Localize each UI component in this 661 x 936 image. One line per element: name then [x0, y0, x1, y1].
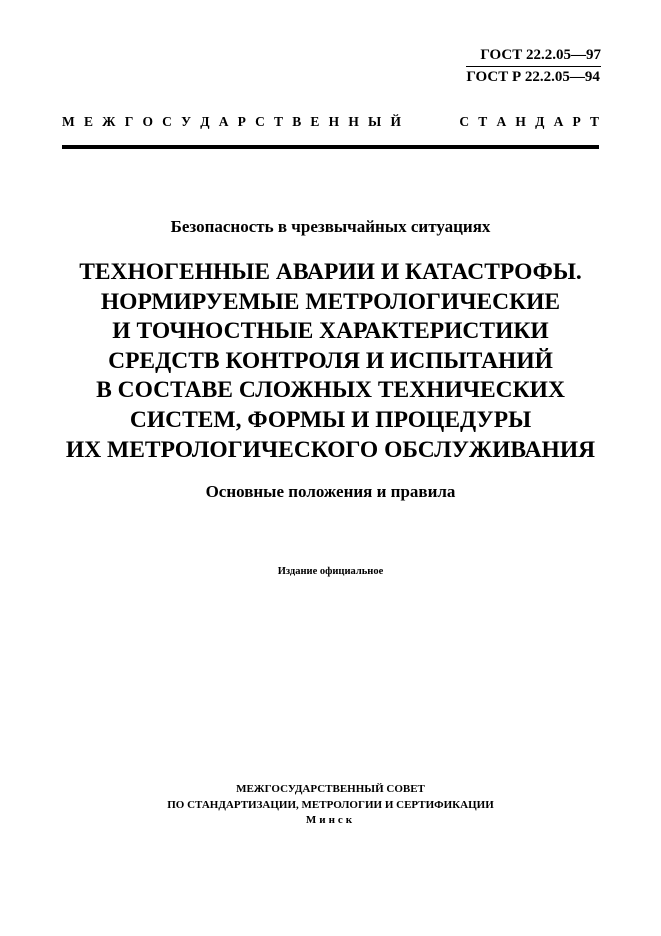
standard-codes [466, 46, 601, 87]
publisher-line-1: МЕЖГОСУДАРСТВЕННЫЙ СОВЕТ [236, 783, 425, 795]
title-line: НОРМИРУЕМЫЕ МЕТРОЛОГИЧЕСКИЕ [100, 288, 561, 315]
title-line: СИСТЕМ, ФОРМЫ И ПРОЦЕДУРЫ [129, 406, 532, 433]
edition-note: Издание официальное [277, 566, 384, 577]
publisher-city: Минск [305, 814, 356, 826]
document-subtitle: Основные положения и правила [205, 482, 456, 501]
series-title: Безопасность в чрезвычайных ситуациях [170, 217, 491, 236]
title-line: ИХ МЕТРОЛОГИЧЕСКОГО ОБСЛУЖИВАНИЯ [65, 436, 596, 463]
header-divider [62, 145, 599, 149]
title-line: В СОСТАВЕ СЛОЖНЫХ ТЕХНИЧЕСКИХ [96, 377, 565, 404]
publisher-block [0, 782, 661, 829]
standard-type-word-1: М Е Ж Г О С У Д А Р С Т В Е Н Н Ы Й [62, 114, 401, 129]
title-line: СРЕДСТВ КОНТРОЛЯ И ИСПЫТАНИЙ [108, 347, 553, 374]
gost-r-code: ГОСТ Р 22.2.05—94 [466, 69, 600, 85]
publisher-line-2: ПО СТАНДАРТИЗАЦИИ, МЕТРОЛОГИИ И СЕРТИФИКАЦИИ [167, 798, 494, 811]
title-line: И ТОЧНОСТНЫЕ ХАРАКТЕРИСТИКИ [112, 318, 549, 345]
document-title [0, 258, 661, 465]
standard-type-heading [62, 114, 599, 130]
standard-type-word-2: С Т А Н Д А Р Т [459, 114, 599, 129]
gost-code: ГОСТ 22.2.05—97 [466, 46, 601, 67]
title-line: ТЕХНОГЕННЫЕ АВАРИИ И КАТАСТРОФЫ. [79, 259, 582, 285]
